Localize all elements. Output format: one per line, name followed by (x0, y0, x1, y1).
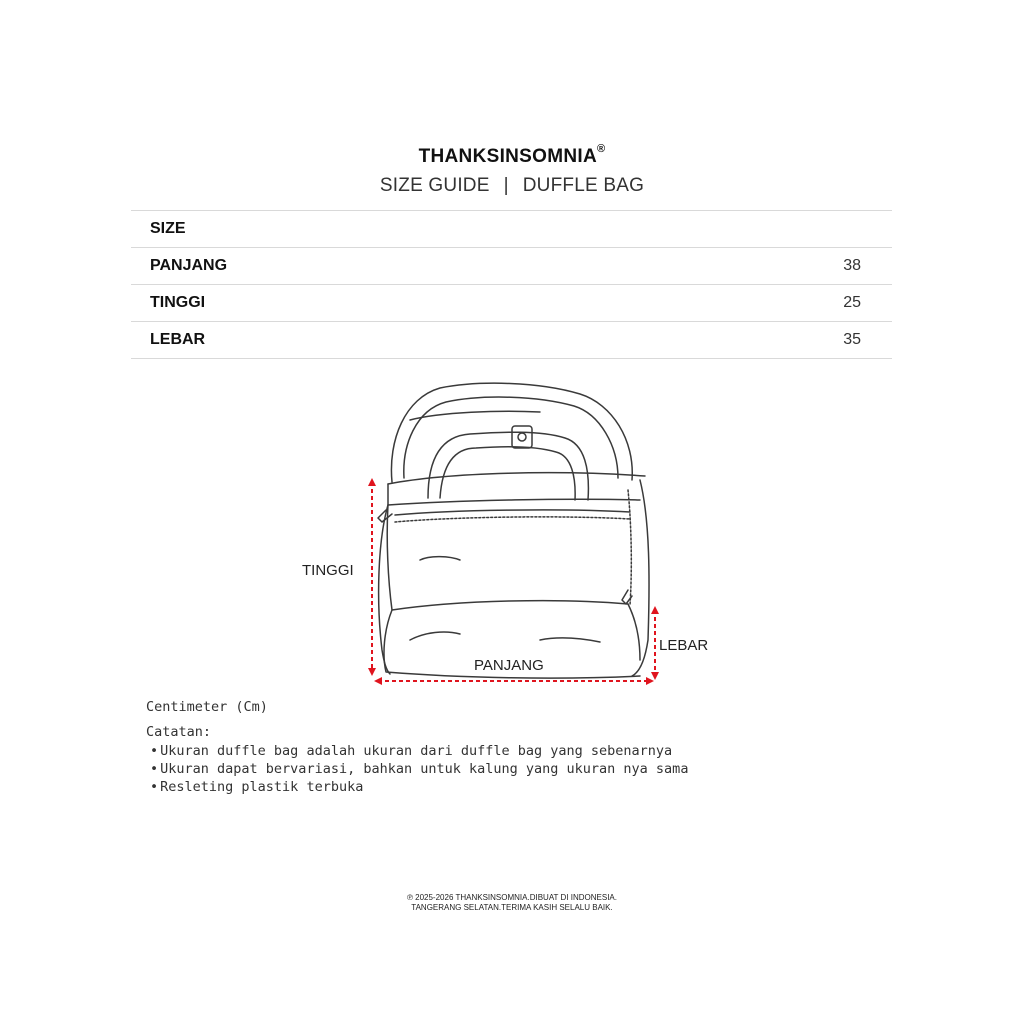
row-label-lebar: LEBAR (131, 322, 636, 359)
subtitle-product: DUFFLE BAG (522, 175, 645, 196)
subtitle-separator: | (503, 175, 509, 196)
footer-line-2: TANGERANG SELATAN.TERIMA KASIH SELALU BAIK. (411, 903, 613, 912)
list-item: • Ukuran duffle bag adalah ukuran dari duffle bag yang sebenarnya (150, 742, 688, 760)
row-value-panjang: 38 (636, 248, 892, 285)
bag-outline (378, 383, 649, 678)
notes-title: Catatan: (146, 724, 212, 740)
units-text: Centimeter (Cm) (146, 699, 268, 715)
row-value-lebar: 35 (636, 322, 892, 359)
row-label-size: SIZE (131, 211, 636, 248)
label-panjang: PANJANG (474, 657, 544, 674)
row-label-tinggi: TINGGI (131, 285, 636, 322)
registered-mark: ® (596, 143, 606, 155)
label-lebar: LEBAR (659, 637, 709, 654)
subtitle-size-guide: SIZE GUIDE (379, 175, 490, 196)
brand-name: THANKSINSOMNIA (418, 146, 597, 167)
footer (0, 893, 1024, 913)
footer-line-1: ℗ 2025-2026 THANKSINSOMNIA.DIBUAT DI INDONESIA. (407, 893, 617, 902)
label-tinggi: TINGGI (302, 562, 354, 579)
list-item: • Ukuran dapat bervariasi, bahkan untuk kalung yang ukuran nya sama (150, 760, 688, 778)
list-item: • Resleting plastik terbuka (150, 778, 688, 796)
notes-list (150, 742, 688, 796)
row-label-panjang: PANJANG (131, 248, 636, 285)
row-value-tinggi: 25 (636, 285, 892, 322)
